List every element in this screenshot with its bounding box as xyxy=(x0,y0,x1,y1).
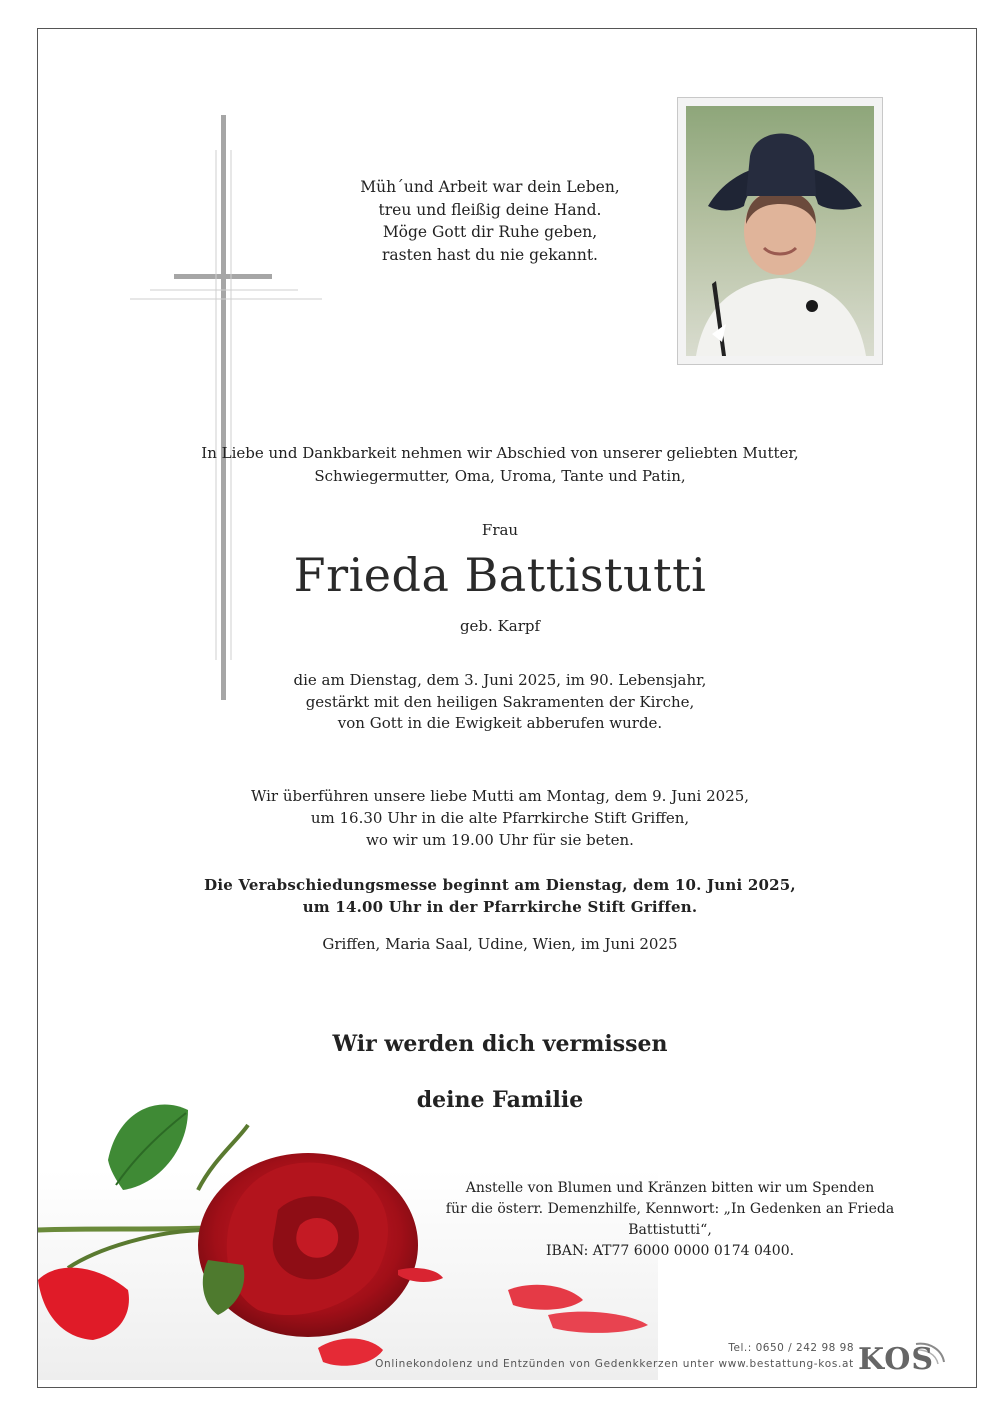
logo-text: KOS xyxy=(858,1342,935,1377)
poem-line: Müh´und Arbeit war dein Leben, xyxy=(360,178,620,196)
salutation: Frau xyxy=(481,521,519,539)
transfer-line: um 16.30 Uhr in die alte Pfarrkirche Stift Griffen, xyxy=(310,809,690,827)
mass-line: um 14.00 Uhr in der Pfarrkirche Stift Griffen. xyxy=(302,898,698,916)
donation-notice xyxy=(410,1178,930,1262)
death-notice-line: von Gott in die Ewigkeit abberufen wurde. xyxy=(337,714,663,732)
transfer-line: Wir überführen unsere liebe Mutti am Montag, dem 9. Juni 2025, xyxy=(250,787,750,805)
transfer-line: wo wir um 19.00 Uhr für sie beten. xyxy=(366,831,634,849)
poem-line: treu und fleißig deine Hand. xyxy=(378,200,602,219)
intro-text xyxy=(0,442,1000,488)
intro-line: In Liebe und Dankbarkeit nehmen wir Abschied von unserer geliebten Mutter, xyxy=(201,444,799,462)
farewell-text: Wir werden dich vermissen xyxy=(332,1031,668,1057)
death-notice xyxy=(0,670,1000,735)
poem xyxy=(300,176,680,266)
mass-line: Die Verabschiedungsmesse beginnt am Dienstag, dem 10. Juni 2025, xyxy=(204,876,796,894)
intro-line: Schwiegermutter, Oma, Uroma, Tante und Patin, xyxy=(314,467,686,485)
place-date: Griffen, Maria Saal, Udine, Wien, im Juni 2025 xyxy=(322,935,678,953)
footer-phone: Tel.: 0650 / 242 98 98 xyxy=(728,1342,854,1354)
portrait-photo xyxy=(677,97,883,365)
poem-line: Möge Gott dir Ruhe geben, xyxy=(382,223,598,241)
donation-line: Anstelle von Blumen und Kränzen bitten wir um Spenden xyxy=(465,1180,875,1196)
donation-line: IBAN: AT77 6000 0000 0174 0400. xyxy=(545,1243,795,1259)
death-notice-line: gestärkt mit den heiligen Sakramenten der Kirche, xyxy=(305,692,695,711)
footer-website[interactable]: Onlinekondolenz und Entzünden von Gedenkkerzen unter www.bestattung-kos.at xyxy=(375,1358,854,1370)
signature: deine Familie xyxy=(416,1087,584,1113)
kos-logo xyxy=(858,1336,948,1380)
mass-notice xyxy=(0,874,1000,918)
deceased-name: Frieda Battistutti xyxy=(293,548,707,602)
birth-name: geb. Karpf xyxy=(459,617,541,635)
donation-line: für die österr. Demenzhilfe, Kennwort: „In Gedenken an Frieda Battistutti“, xyxy=(445,1201,895,1238)
death-notice-line: die am Dienstag, dem 3. Juni 2025, im 90. Lebensjahr, xyxy=(293,671,707,689)
poem-line: rasten hast du nie gekannt. xyxy=(382,245,598,264)
transfer-notice xyxy=(0,785,1000,851)
